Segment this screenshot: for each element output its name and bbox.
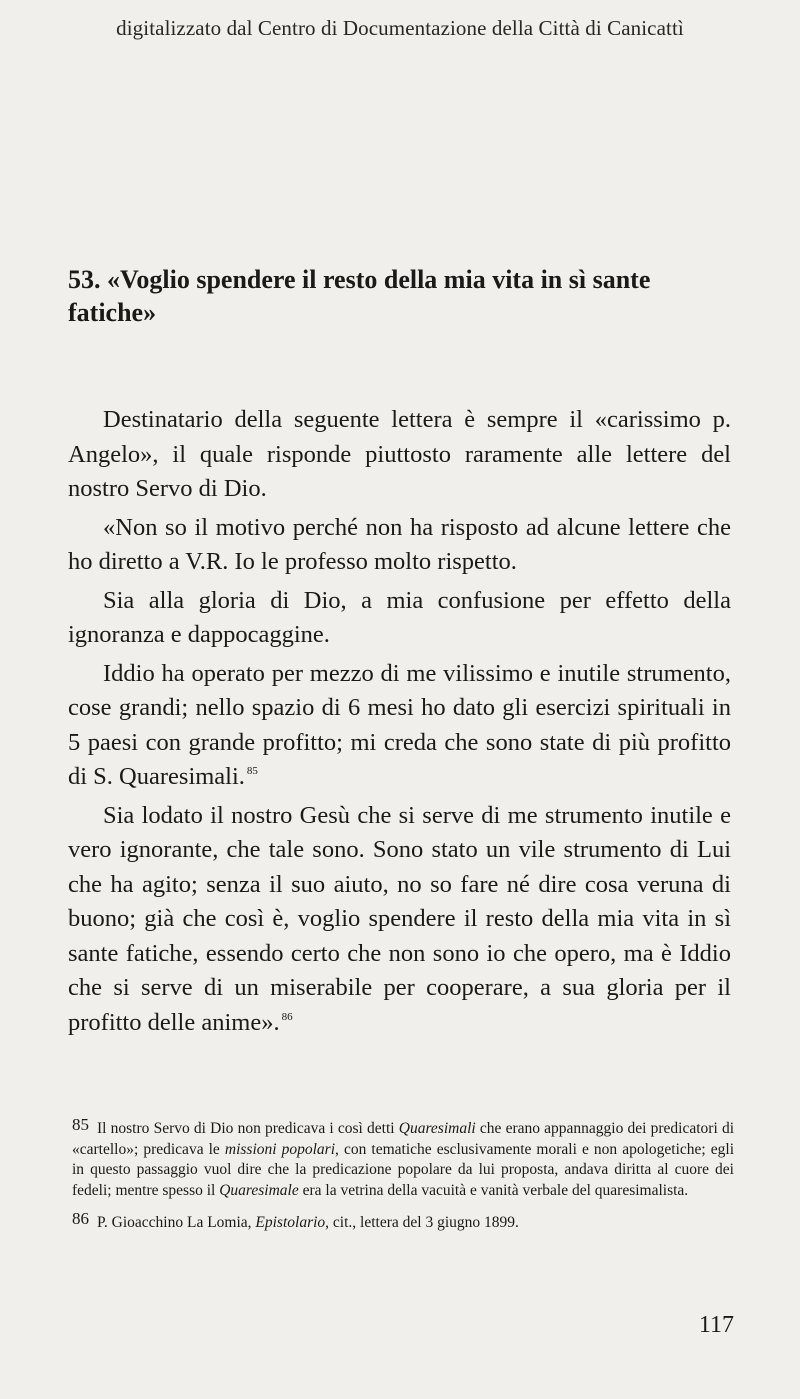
footnote-ref[interactable]: 86 [281, 1010, 293, 1023]
paragraph-text: Sia lodato il nostro Gesù che si serve di me strumento inutile e vero ignorante, che tale sono. Sono stato un vile strumento di Lui che ha agito; senza il suo aiuto, no so fare né dire cosa veruna di buono; già che così è, voglio spendere il resto della mia vita in sì sante fatiche, essendo certo che non sono io che opero, ma è Iddio che si serve di un miserabile per cooperare, a sua gloria per il profitto delle anime». [68, 801, 731, 1036]
footnotes [72, 1115, 734, 1242]
paragraph-text: Destinatario della seguente lettera è sempre il «carissimo p. Angelo», il quale risponde piuttosto raramente alle lettere del nostro Servo di Dio. [68, 406, 731, 502]
section-heading: 53. «Voglio spendere il resto della mia vita in sì sante fatiche» [68, 265, 651, 327]
footnote-text: , con tematiche esclusivamente morali e non apologetiche; egli in questo passaggio vuol dire che la predicazione popolare da lui proposta, andava diritta al cuore dei fedeli; mentre spesso il [72, 1140, 734, 1199]
footnote-text: che erano appannaggio dei predicatori di «cartello»; predicava le [72, 1120, 735, 1158]
paragraph [68, 511, 731, 580]
footnote-text: P. Gioacchino La Lomia, [97, 1214, 256, 1231]
paragraph-text: Sia alla gloria di Dio, a mia confusione per effetto della ignoranza e dappocaggine. [68, 586, 731, 648]
paragraph-text: Iddio ha operato per mezzo di me vilissimo e inutile strumento, cose grandi; nello spazio di 6 mesi ho dato gli esercizi spirituali in 5 paesi con grande profitto; mi creda che sono state di più profitto di S. Quaresimali. [68, 659, 731, 790]
digitization-watermark: digitalizzato dal Centro di Documentazione della Città di Canicattì [116, 16, 684, 40]
footnote-italic: Quaresimali [398, 1120, 476, 1137]
paragraph [68, 584, 731, 653]
paragraph [68, 657, 731, 795]
footnote-85 [72, 1115, 734, 1201]
paragraph [68, 403, 731, 507]
footnote-number: 86 [72, 1209, 89, 1228]
footnote-italic: Quaresimale [219, 1181, 299, 1199]
footnote-italic: missioni popolari [224, 1140, 336, 1158]
body-text [68, 403, 731, 1044]
footnote-ref[interactable]: 85 [246, 765, 258, 777]
footnote-text: Il nostro Servo di Dio non predicava i così detti [97, 1120, 399, 1137]
footnote-text: , cit., lettera del 3 giugno 1899. [325, 1214, 519, 1231]
footnote-number: 85 [72, 1115, 89, 1134]
footnote-text: era la vetrina della vacuità e vanità verbale del quaresimalista. [298, 1181, 689, 1199]
paragraph [68, 799, 731, 1041]
footnote-italic: Epistolario [255, 1214, 326, 1231]
footnote-86 [72, 1209, 734, 1234]
paragraph-text: «Non so il motivo perché non ha risposto ad alcune lettere che ho diretto a V.R. Io le professo molto rispetto. [68, 513, 731, 575]
page-number: 117 [698, 1312, 734, 1338]
